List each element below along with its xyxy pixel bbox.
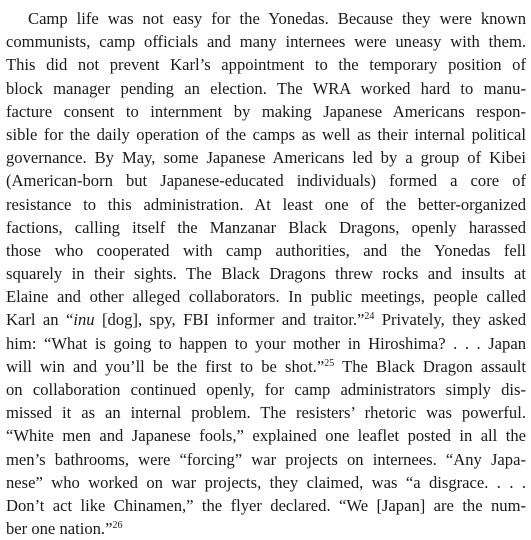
body-paragraph xyxy=(6,7,526,540)
text-line xyxy=(6,471,526,494)
text-line xyxy=(6,332,526,355)
footnote-marker: 26 xyxy=(112,520,123,532)
text-run: missed it as an internal problem. The resisters’ rhetoric was powerful. xyxy=(6,403,526,423)
text-run: on collaboration continued openly, for camp administrators simply dis- xyxy=(6,380,526,399)
text-run: sible for the daily operation of the camps as well as their internal political xyxy=(6,124,526,144)
text-run: men’s bathrooms, were “forcing” war projects on internees. “Any Japa- xyxy=(6,449,526,469)
text-line xyxy=(6,262,526,285)
italic-term: inu xyxy=(73,310,95,330)
text-line xyxy=(6,216,526,239)
text-run: Camp life was not easy for the Yonedas. Because they were known xyxy=(28,9,526,28)
text-run: Don’t act like Chinamen,” the flyer declared. “We [Japan] are the num- xyxy=(6,495,526,515)
text-line xyxy=(6,517,526,540)
text-line xyxy=(6,169,526,192)
text-run: This did not prevent Karl’s appointment to the temporary position of xyxy=(6,55,526,75)
text-line xyxy=(6,100,526,123)
text-line xyxy=(6,308,526,331)
text-run: facture consent to internment by making Japanese Americans respon- xyxy=(6,101,526,121)
text-run: Elaine and other alleged collaborators. In public meetings, people called xyxy=(6,287,526,307)
text-run: “White men and Japanese fools,” explained one leaflet posted in all the xyxy=(6,426,526,446)
text-run: Privately, they asked xyxy=(374,310,526,330)
text-line xyxy=(6,494,526,517)
text-run: him: “What is going to happen to your mother in Hiroshima? . . . Japan xyxy=(6,333,526,353)
text-run: those who cooperated with camp authorities, and the Yonedas fell xyxy=(6,240,526,260)
text-run: The Black Dragon assault xyxy=(334,356,526,376)
text-run: squarely in their sights. The Black Dragons threw rocks and insults at xyxy=(6,264,526,284)
text-line xyxy=(6,7,526,30)
text-run: communists, camp officials and many internees were uneasy with them. xyxy=(6,32,526,52)
text-run: block manager pending an election. The WRA worked hard to manu- xyxy=(6,78,526,98)
text-run: will win and you’ll be the first to be shot.” xyxy=(6,356,325,376)
text-line xyxy=(6,355,526,378)
text-line xyxy=(6,193,526,216)
text-line xyxy=(6,378,526,401)
footnote-marker: 24 xyxy=(364,311,375,323)
text-line xyxy=(6,77,526,100)
text-line xyxy=(6,285,526,308)
text-line xyxy=(6,424,526,447)
text-line xyxy=(6,30,526,53)
text-line xyxy=(6,53,526,76)
document-page xyxy=(6,7,526,540)
text-line xyxy=(6,123,526,146)
text-line xyxy=(6,239,526,262)
text-run: nese” who worked on war projects, they claimed, was “a disgrace. . . . xyxy=(6,472,526,492)
text-run: ber one nation.” xyxy=(6,519,113,539)
text-run: factions, calling itself the Manzanar Black Dragons, openly harassed xyxy=(6,217,526,237)
text-run: (American-born but Japanese-educated individuals) formed a core of xyxy=(6,171,526,191)
text-run: [dog], spy, FBI informer and traitor.” xyxy=(94,310,365,330)
text-run: governance. By May, some Japanese Americans led by a group of Kibei xyxy=(6,148,526,168)
text-line xyxy=(6,146,526,169)
text-run: Karl an “ xyxy=(6,310,74,330)
footnote-marker: 25 xyxy=(324,357,335,369)
text-line xyxy=(6,401,526,424)
text-line xyxy=(6,448,526,471)
text-run: resistance to this administration. At least one of the better-organized xyxy=(6,194,526,214)
